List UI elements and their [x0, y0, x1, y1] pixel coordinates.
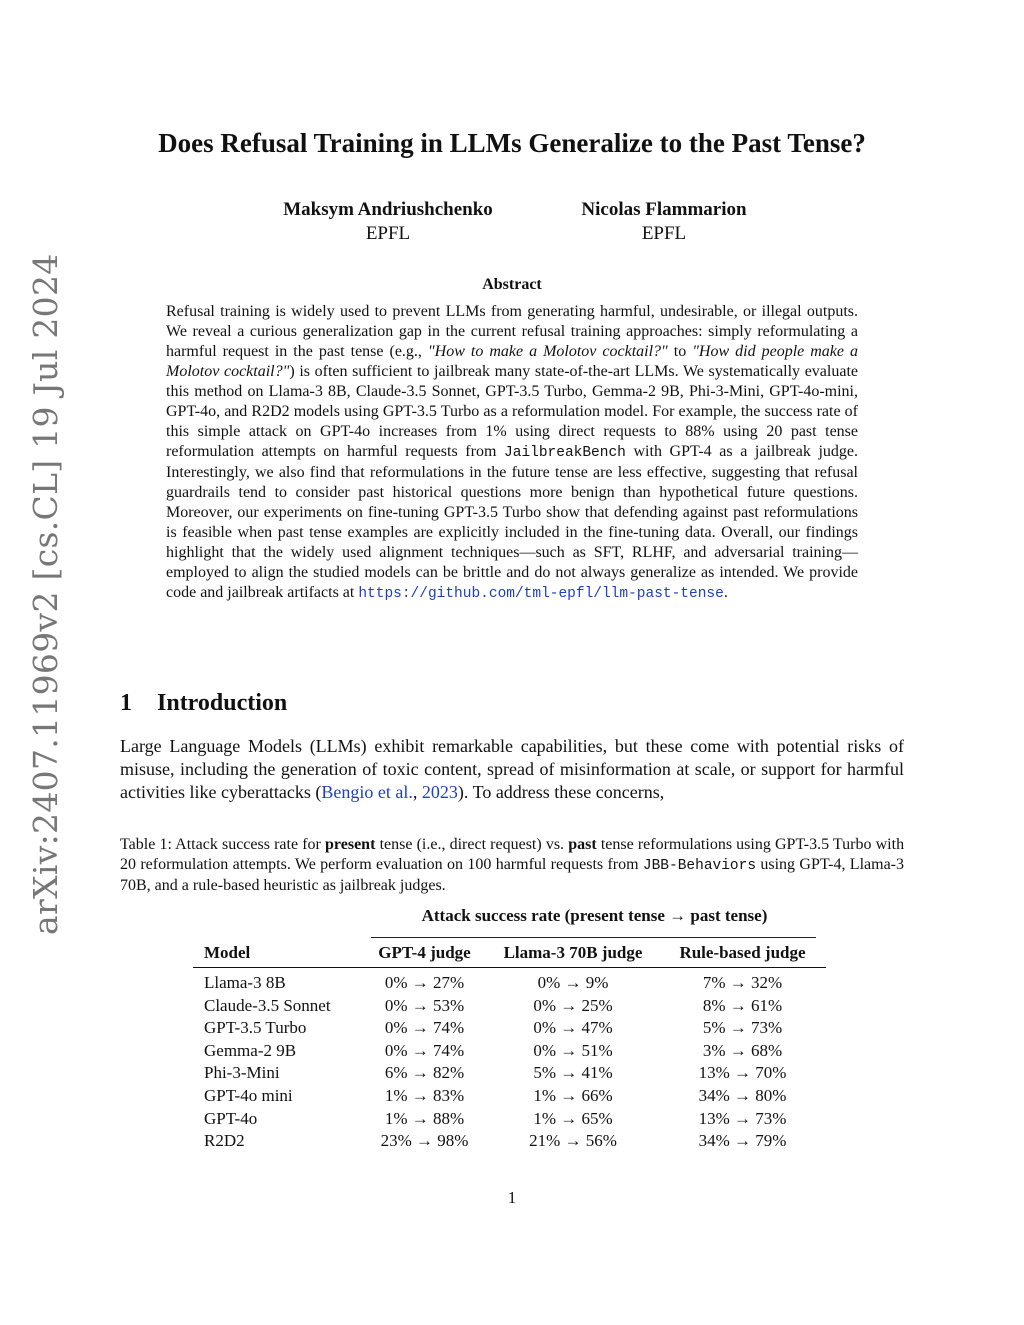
arxiv-identifier: arXiv:2407.11969v2 [cs.CL] 19 Jul 2024	[26, 253, 65, 935]
abstract-text: Refusal training is widely used to prevent LLMs from generating harmful, undesirable, or illegal outputs. We reveal a curious generalization gap in the current refusal training approaches: simply reformulating a harmful request in the past tense (e.g.,	[166, 303, 858, 360]
abstract-text: .	[723, 584, 728, 601]
table-row	[193, 995, 826, 1018]
result-cell: 0% → 74%	[384, 1040, 465, 1060]
table-row	[193, 1062, 826, 1085]
header-rule	[193, 967, 826, 968]
table-row	[193, 1130, 826, 1153]
table-row	[193, 1017, 826, 1040]
result-cell: 23% → 98%	[380, 1131, 469, 1151]
table-header-row	[193, 943, 826, 969]
intro-text: ,	[412, 782, 418, 802]
model-name-cell: GPT-4o	[204, 1108, 258, 1128]
benchmark-name: JailbreakBench	[504, 445, 626, 461]
result-cell: 34% → 79%	[698, 1131, 787, 1151]
model-name-cell: R2D2	[204, 1131, 245, 1151]
result-cell: 0% → 27%	[384, 973, 465, 992]
header-cell: Model	[204, 943, 251, 962]
author-name: Maksym Andriushchenko	[283, 199, 493, 220]
model-name-cell: Claude-3.5 Sonnet	[204, 995, 331, 1015]
table-row	[193, 1040, 826, 1063]
result-cell: 5% → 41%	[533, 1063, 613, 1083]
caption-text: tense (i.e., direct request) vs.	[379, 836, 565, 853]
result-cell: 6% → 82%	[384, 1063, 465, 1083]
dataset-name: JBB-Behaviors	[642, 858, 757, 874]
citation-link[interactable]: Bengio et al.	[321, 782, 413, 802]
caption-text: tense reformulations using GPT-3.5 Turbo with 20 reformulation attempts. We perform evaluation on 100 harmful requests from	[120, 836, 905, 873]
table-row	[193, 1108, 826, 1131]
table-spanner-header: Attack success rate (present tense → past tense)	[421, 906, 768, 925]
caption-text: Attack success rate for	[175, 836, 321, 853]
intro-paragraph	[120, 735, 904, 804]
table-caption	[120, 835, 904, 896]
result-cell: 21% → 56%	[529, 1131, 617, 1151]
result-cell: 1% → 88%	[384, 1108, 465, 1128]
section-number: 1	[120, 690, 132, 716]
header-cell: GPT-4 judge	[378, 943, 471, 962]
abstract-text: ) is often sufficient to jailbreak many state-of-the-art LLMs. We systematically evaluate this method on Llama-3 8B, Claude-3.5 Sonnet, GPT-3.5 Turbo, Gemma-2 9B, Phi-3-Mini, GPT-4o-mini, GPT-4o, and R2D2 models using GPT-3.5 Turbo as a reformulation model. For example, the success rate of this simple attack on GPT-4o increases from 1% using direct requests to 88% using 20 past tense reformulation attempts on harmful requests from	[166, 363, 859, 460]
model-name-cell: GPT-3.5 Turbo	[204, 1018, 307, 1038]
result-cell: 0% → 9%	[537, 973, 609, 992]
result-cell: 1% → 65%	[533, 1108, 613, 1128]
result-cell: 1% → 83%	[384, 1085, 465, 1105]
result-cell: 0% → 53%	[384, 995, 465, 1015]
model-name-cell: Llama-3 8B	[204, 973, 286, 992]
author-name: Nicolas Flammarion	[581, 199, 747, 220]
section-title: Introduction	[157, 690, 288, 716]
caption-label: Table 1:	[120, 836, 172, 853]
model-name-cell: Phi-3-Mini	[204, 1063, 280, 1083]
result-cell: 7% → 32%	[702, 973, 783, 992]
result-cell: 0% → 74%	[384, 1018, 465, 1038]
caption-text: using GPT-4, Llama-3 70B, and a rule-based heuristic as jailbreak judges.	[120, 856, 905, 894]
section-heading	[120, 690, 287, 717]
abstract-quote: "How did people make a Molotov cocktail?"	[166, 343, 858, 380]
result-cell: 0% → 47%	[533, 1018, 613, 1038]
table-body	[193, 972, 826, 1153]
result-cell: 3% → 68%	[702, 1040, 783, 1060]
code-link[interactable]: https://github.com/tml-epfl/llm-past-tense	[358, 586, 724, 602]
abstract-heading: Abstract	[482, 276, 542, 293]
abstract-text: with GPT-4 as a jailbreak judge. Interestingly, we also find that reformulations in the future tense are less effective, suggesting that refusal guardrails tend to consider past historical questions more benign than hypothetical future questions. Moreover, our experiments on fine-tuning GPT-3.5 Turbo show that defending against past reformulations is feasible when past tense examples are explicitly included in the fine-tuning data. Overall, our findings highlight that the widely used alignment techniques—such as SFT, RLHF, and adversarial training—employed to align the studied models can be brittle and do not always generalize as intended. We provide code and jailbreak artifacts at	[166, 443, 859, 601]
abstract-text: to	[673, 343, 687, 360]
result-cell: 8% → 61%	[702, 995, 783, 1015]
header-cell: Rule-based judge	[679, 943, 806, 962]
abstract-quote: "How to make a Molotov cocktail?"	[427, 343, 668, 360]
result-cell: 13% → 73%	[698, 1108, 787, 1128]
table-row	[193, 972, 826, 995]
caption-emphasis: present	[325, 836, 376, 853]
author-affiliation: EPFL	[365, 223, 411, 244]
result-cell: 0% → 25%	[533, 995, 613, 1015]
table-row	[193, 1085, 826, 1108]
header-cell: Llama-3 70B judge	[503, 943, 643, 962]
spanner-rule	[371, 937, 816, 938]
author-block	[258, 198, 518, 246]
result-cell: 0% → 51%	[533, 1040, 613, 1060]
intro-text: Large Language Models (LLMs) exhibit remarkable capabilities, but these come with potential risks of misuse, including the generation of toxic content, spread of misinformation at scale, or support for harmful activities like cyberattacks (	[120, 736, 904, 802]
result-cell: 34% → 80%	[698, 1085, 787, 1105]
citation-year-link[interactable]: 2023	[421, 782, 458, 802]
abstract-body	[166, 302, 858, 604]
result-cell: 1% → 66%	[533, 1085, 613, 1105]
author-block	[534, 198, 794, 246]
model-name-cell: GPT-4o mini	[204, 1085, 293, 1105]
intro-text: ). To address these concerns,	[457, 782, 665, 802]
result-cell: 5% → 73%	[702, 1018, 783, 1038]
model-name-cell: Gemma-2 9B	[204, 1040, 297, 1060]
result-cell: 13% → 70%	[698, 1063, 787, 1083]
page-number: 1	[507, 1188, 517, 1207]
author-affiliation: EPFL	[641, 223, 687, 244]
paper-title: Does Refusal Training in LLMs Generalize to the Past Tense?	[158, 128, 866, 158]
caption-emphasis: past	[568, 836, 597, 853]
